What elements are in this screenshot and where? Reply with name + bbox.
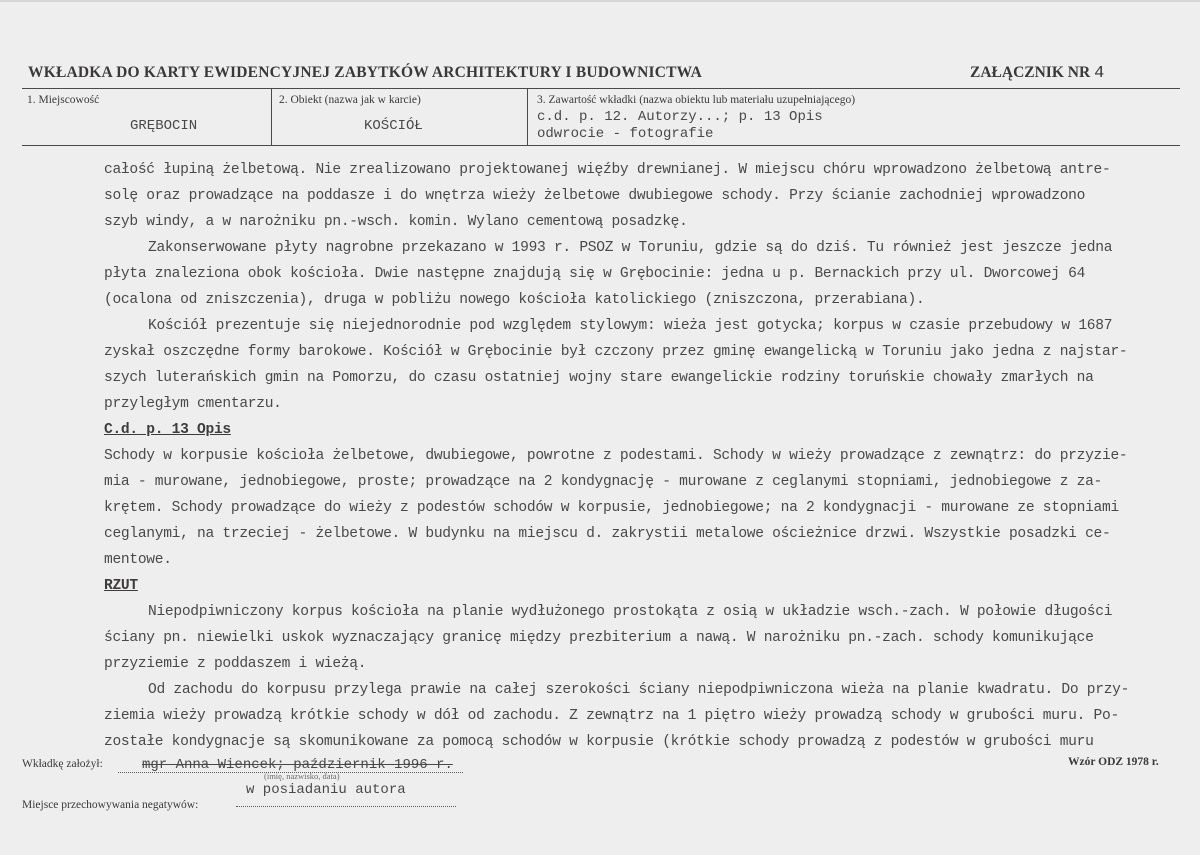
text-line: Zakonserwowane płyty nagrobne przekazano w 1993 r. PSOZ w Toruniu, gdzie są do dziś. Tu również jest jeszcze jedna: [148, 240, 1113, 256]
field-divider-1: [271, 89, 272, 145]
locality-value: GRĘBOCIN: [130, 118, 198, 134]
text-line: przyległym cmentarzu.: [104, 396, 282, 412]
section-heading-plan: RZUT: [104, 578, 138, 594]
text-line: płyta znaleziona obok kościoła. Dwie następne znajdują się w Grębocinie: jedna u p. Bernackich przy ul. Dworcowej 64: [104, 266, 1086, 282]
object-label: 2. Obiekt (nazwa jak w karcie): [279, 94, 421, 106]
section-heading-description: C.d. p. 13 Opis: [104, 422, 231, 438]
annex-number: [970, 64, 1104, 83]
negatives-storage-label: Miejsce przechowywania negatywów:: [22, 799, 199, 811]
text-line: zyskał oszczędne formy barokowe. Kościół w Grębocinie był czczony przez gminę ewangelicką w Toruniu jako jedna z najstar-: [104, 344, 1128, 360]
field-divider-2: [527, 89, 528, 145]
text-line: solę oraz prowadzące na poddasze i do wnętrza wieży żelbetowe dwubiegowe schody. Przy ścianie zachodniej wprowadzono: [104, 188, 1086, 204]
contents-label: 3. Zawartość wkładki (nazwa obiektu lub materiału uzupełniającego): [537, 94, 856, 106]
prepared-by-value: mgr Anna Wiencek; październik 1996 r.: [142, 757, 453, 773]
locality-label: 1. Miejscowość: [27, 94, 100, 106]
text-line: Od zachodu do korpusu przylega prawie na całej szerokości ściany niepodpiwniczona wieża na planie kwadratu. Do przy-: [148, 682, 1130, 698]
text-line: ściany pn. niewielki uskok wyznaczający granicę między prezbiterium a nawą. W narożniku pn.-zach. schody komunikujące: [104, 630, 1094, 646]
text-line: krętem. Schody prowadzące do wieży z podestów schodów w korpusie, jednobiegowe; na 2 kondygnacji - murowane ze stopniami: [104, 500, 1119, 516]
text-line: Niepodpiwniczony korpus kościoła na planie wydłużonego prostokąta z osią w układzie wsch.-zach. W połowie długości: [148, 604, 1113, 620]
contents-line-2: odwrocie - fotografie: [537, 126, 714, 142]
header-rule-top: [22, 88, 1180, 89]
text-line: przyziemie z poddaszem i wieżą.: [104, 656, 367, 672]
text-line: (ocalona od zniszczenia), druga w pobliżu nowego kościoła katolickiego (zniszczona, przerabiana).: [104, 292, 925, 308]
card-title: WKŁADKA DO KARTY EWIDENCYJNEJ ZABYTKÓW ARCHITEKTURY I BUDOWNICTWA: [28, 64, 703, 81]
text-line: całość łupiną żelbetową. Nie zrealizowano projektowanej więźby drewnianej. W miejscu chóru wprowadzono żelbetową antre-: [104, 162, 1111, 178]
negatives-storage-dotted-line: [236, 806, 456, 807]
text-line: zostałe kondygnacje są skomunikowane za pomocą schodów w korpusie (krótkie schody prowadzą z podestów w grubości muru: [104, 734, 1094, 750]
annex-value: 4: [1094, 64, 1105, 83]
header-rule-bottom: [22, 145, 1180, 146]
description-text: [104, 157, 1134, 755]
text-line: szych luterańskich gmin na Pomorzu, do czasu ostatniej wojny stare ewangelickie rodziny toruńskie chowały zmarłych na: [104, 370, 1094, 386]
contents-line-1: c.d. p. 12. Autorzy...; p. 13 Opis: [537, 109, 823, 125]
text-line: Schody w korpusie kościoła żelbetowe, dwubiegowe, powrotne z podestami. Schody w wieży prowadzące z zewnątrz: do przyzie-: [104, 448, 1128, 464]
object-value: KOŚCIÓŁ: [364, 118, 423, 134]
prepared-by-label: Wkładkę założył:: [22, 758, 103, 770]
text-line: mia - murowane, jednobiegowe, proste; prowadzące na 2 kondygnację - murowane z ceglanymi stopniami, jednobiegowe z za-: [104, 474, 1103, 490]
text-line: mentowe.: [104, 552, 172, 568]
form-pattern-mark: Wzór ODZ 1978 r.: [1068, 756, 1159, 768]
annex-label: ZAŁĄCZNIK NR: [970, 64, 1091, 81]
text-line: Kościół prezentuje się niejednorodnie pod względem stylowym: wieża jest gotycka; korpus w czasie przebudowy w 1687: [148, 318, 1113, 334]
prepared-by-caption: (imię, nazwisko, data): [264, 771, 340, 781]
text-line: ziemia wieży prowadzą krótkie schody w dół od zachodu. Z zewnątrz na 1 piętro wieży prowadzą schody w grubości muru. Po-: [104, 708, 1119, 724]
negatives-storage-value: w posiadaniu autora: [246, 782, 406, 798]
text-line: ceglanymi, na trzeciej - żelbetowe. W budynku na miejscu d. zakrystii metalowe ościeżnice drzwi. Wszystkie posadzki ce-: [104, 526, 1111, 542]
text-line: szyb windy, a w narożniku pn.-wsch. komin. Wylano cementową posadzkę.: [104, 214, 688, 230]
